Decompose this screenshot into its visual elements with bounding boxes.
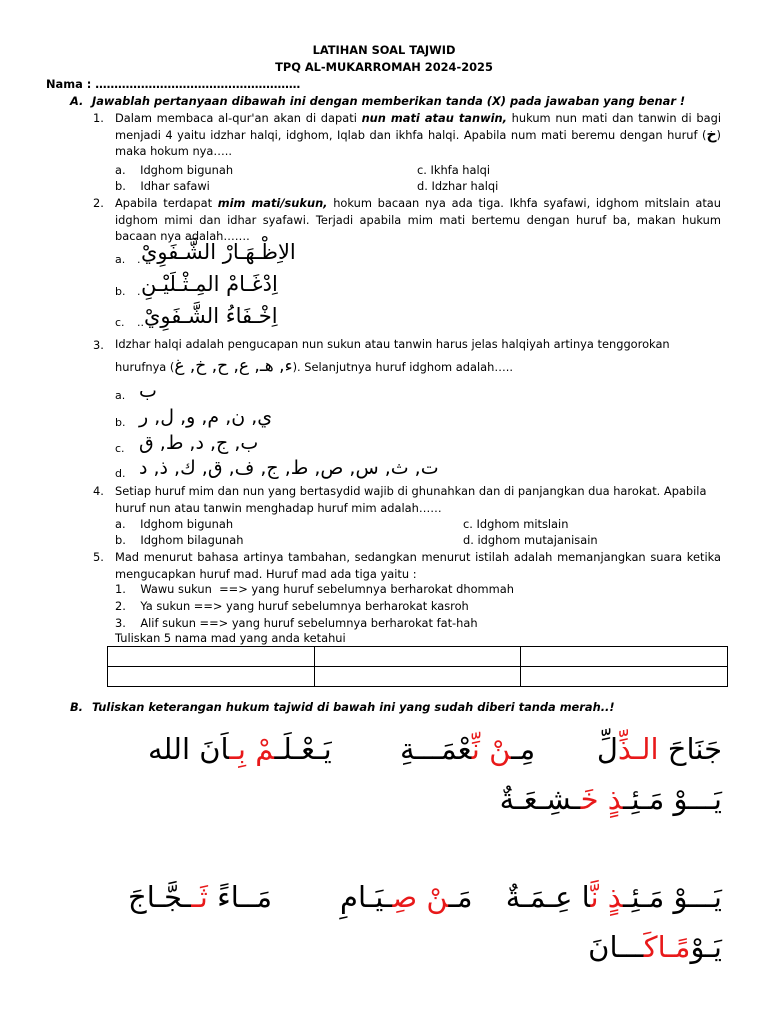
- mad-answer-cell[interactable]: [108, 647, 315, 667]
- tajwid-phrase-6: مَـنْ صِـيَـامِ: [340, 880, 473, 914]
- question-3-option-a[interactable]: ب: [139, 380, 157, 402]
- question-4-number: 4.: [93, 484, 104, 498]
- question-3-option-b-label: b.: [115, 416, 126, 429]
- question-3-option-c[interactable]: ب, ج, د, ط, ق: [139, 432, 259, 454]
- section-a-instruction: Jawablah pertanyaan dibawah ini dengan memberikan tanda (X) pada jawaban yang benar !: [92, 94, 686, 108]
- tajwid-phrase-4: يَـــوْ مَـئِـذٍ خَـشِـعَـةٌ: [499, 782, 722, 816]
- question-3-text-line1: Idzhar halqi adalah pengucapan nun sukun atau tanwin harus jelas halqiyah artinya tenggorokan: [115, 337, 670, 351]
- question-2-text: Apabila terdapat mim mati/sukun, hokum bacaan nya ada tiga. Ikhfa syafawi, idghom mitslain atau idghom mimi dan idhar syafawi. Terjadi apabila mim mati bertemu dengan huruf ba, makan hukum bacaan nya adalah…….: [115, 196, 721, 243]
- question-2-option-a[interactable]: الاِظْـهَـارْ الشَّـفَوِيْ: [141, 240, 296, 264]
- tajwid-phrase-8: يَـوْمًـاكَـــانَ: [588, 930, 722, 964]
- tajwid-phrase-7: مَــاءً ثَــجَّـاجَ: [128, 880, 273, 914]
- question-4-option-b[interactable]: b. Idghom bilagunah: [115, 533, 244, 547]
- question-1-option-b[interactable]: b. Idhar safawi: [115, 179, 210, 193]
- question-1-option-d[interactable]: d. Idzhar halqi: [417, 179, 499, 193]
- mad-answer-cell[interactable]: [521, 647, 728, 667]
- section-b-instruction: Tuliskan keterangan hukum tajwid di bawah ini yang sudah diberi tanda merah..!: [92, 700, 615, 714]
- tajwid-phrase-5: يَـــوْ مَـئِـذٍ نَّا عِـمَـةٌ: [505, 880, 722, 914]
- question-5-number: 5.: [93, 550, 104, 564]
- question-5-text: Mad menurut bahasa artinya tambahan, sedangkan menurut istilah adalah memanjangkan suara ketika mengucapkan huruf mad. Huruf mad ada tiga yaitu :: [115, 550, 721, 581]
- name-field-label: Nama : ………………………………………………: [46, 77, 301, 91]
- question-2-number: 2.: [93, 196, 104, 210]
- question-2-option-b-label: b.: [115, 285, 126, 298]
- mad-answer-table: [107, 646, 728, 687]
- mad-answer-cell[interactable]: [521, 667, 728, 687]
- question-3-option-d-label: d.: [115, 467, 126, 480]
- mad-answer-cell[interactable]: [314, 647, 521, 667]
- mad-item-2: 2. Ya sukun ==> yang huruf sebelumnya berharokat kasroh: [115, 599, 469, 613]
- question-1-option-c[interactable]: c. Ikhfa halqi: [417, 163, 491, 177]
- tajwid-phrase-2: مِـنْ نِّعْمَـــةِ: [400, 732, 536, 766]
- question-3-option-c-label: c.: [115, 442, 125, 455]
- mad-item-3: 3. Alif sukun ==> yang huruf sebelumnya berharokat fat-hah: [115, 616, 478, 630]
- question-2-option-c-label: c.: [115, 316, 125, 329]
- worksheet-title: LATIHAN SOAL TAJWID: [312, 43, 456, 57]
- question-2-option-b-dot: .: [137, 285, 141, 298]
- tajwid-phrase-1: جَنَاحَ الـذِّلِّ: [596, 732, 722, 766]
- question-3-option-d[interactable]: ت, ث, س, ص, ط, ج, ف, ق, ك, ذ, د: [139, 457, 439, 479]
- question-3-number: 3.: [93, 338, 104, 352]
- question-4-option-d[interactable]: d. idghom mutajanisain: [463, 533, 598, 547]
- question-4-option-c[interactable]: c. Idghom mitslain: [463, 517, 569, 531]
- question-4-option-a[interactable]: a. Idghom bigunah: [115, 517, 234, 531]
- question-2-option-a-label: a.: [115, 253, 126, 266]
- mad-answer-cell[interactable]: [314, 667, 521, 687]
- question-3-option-b[interactable]: ي, ن, م, و, ل, ر: [139, 406, 273, 428]
- mad-answer-cell[interactable]: [108, 667, 315, 687]
- mad-table-prompt: Tuliskan 5 nama mad yang anda ketahui: [115, 631, 346, 645]
- question-2-option-c-dots: ..: [137, 316, 144, 329]
- section-b-label: B.: [70, 700, 84, 714]
- question-2-option-c[interactable]: اِخْـفَاءُ الشَّـفَوِيْ: [144, 304, 278, 328]
- question-2-option-a-dot: .: [137, 253, 141, 266]
- section-a-label: A.: [70, 94, 84, 108]
- question-1-number: 1.: [93, 111, 104, 125]
- worksheet-subtitle: TPQ AL-MUKARROMAH 2024-2025: [275, 60, 493, 74]
- question-3-text-line2: hurufnya (ء, هـ, ع, ح, خ, غ). Selanjutnya huruf idghom adalah…..: [115, 356, 513, 376]
- mad-item-1: 1. Wawu sukun ==> yang huruf sebelumnya berharokat dhommah: [115, 582, 514, 596]
- question-4-text: Setiap huruf mim dan nun yang bertasydid wajib di ghunahkan dan di panjangkan dua harokat. Apabila huruf nun atau tanwin menghadap huruf mim adalah……: [115, 484, 707, 515]
- question-1-text: Dalam membaca al-qur'an akan di dapati nun mati atau tanwin, hukum nun mati dan tanwin di bagi menjadi 4 yaitu idzhar halqi, idghom, Iqlab dan ikhfa halqi. Apabila num mati beremu dengan huruf (خ) maka hokum nya…..: [115, 111, 721, 158]
- tajwid-phrase-3: يَـعْـلَـمْ بِـاَنَ الله: [148, 732, 332, 766]
- question-1-option-a[interactable]: a. Idghom bigunah: [115, 163, 234, 177]
- question-3-option-a-label: a.: [115, 389, 126, 402]
- question-2-option-b[interactable]: اِدْغَـامْ المِـثْـلَيْـنِ: [141, 272, 278, 296]
